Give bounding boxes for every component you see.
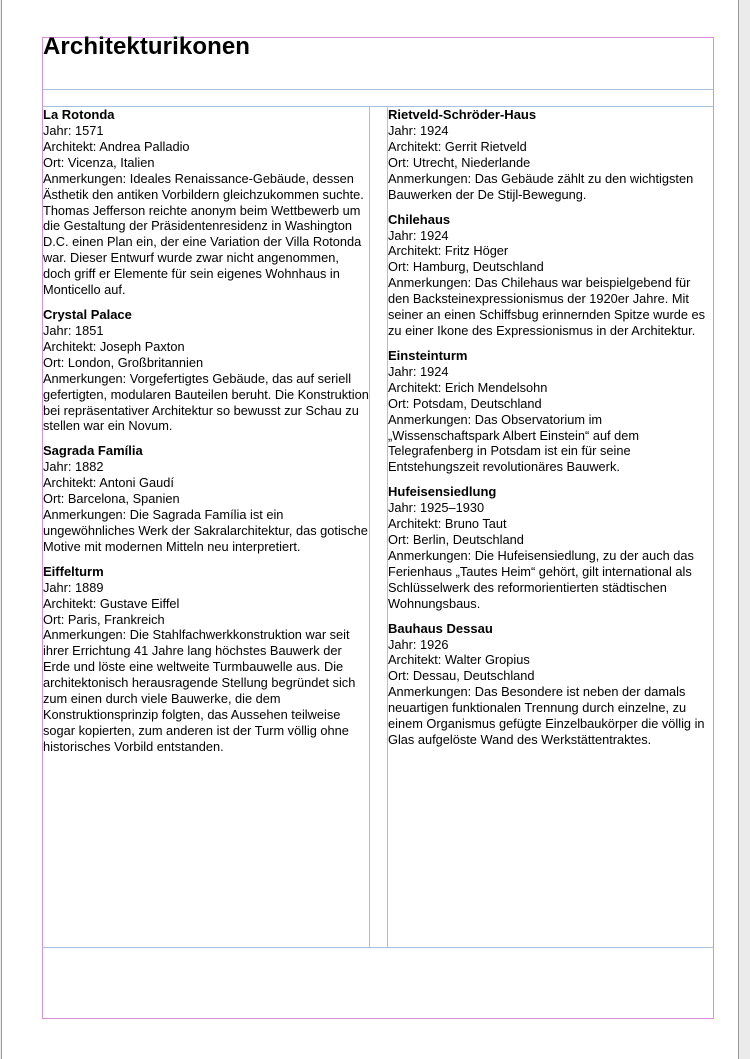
entry-notes	[43, 507, 369, 555]
entry-year	[388, 123, 713, 139]
entry-location-value: Berlin, Deutschland	[412, 532, 524, 548]
entry-year-value: 1924	[420, 363, 449, 379]
entry-notes-label: Anmerkungen:	[388, 411, 475, 427]
entry-name: Chilehaus	[388, 211, 451, 227]
entry-location-label: Ort:	[43, 611, 68, 627]
entry-architect	[388, 516, 713, 532]
entry-notes-value: Vorgefertigtes Gebäude, das auf seriell gefertigten, modularen Bauteilen beruht. Die Konstruktion bei repräsentativer Architektur so bewusst zur Schau zu stellen war ein Novum.	[43, 370, 369, 434]
entry-year-value: 1924	[420, 123, 449, 138]
entry-location-value: London, Großbritannien	[67, 354, 204, 370]
architecture-entry	[388, 621, 713, 748]
entry-year-value: 1926	[420, 636, 449, 652]
entry-name: La Rotonda	[43, 107, 115, 122]
entry-notes	[388, 275, 713, 339]
entry-notes-label: Anmerkungen:	[388, 275, 475, 291]
entry-year-label: Jahr:	[388, 363, 421, 379]
entry-location	[388, 396, 713, 412]
entry-notes	[43, 371, 369, 435]
entry-year-value: 1882	[75, 459, 104, 475]
entry-architect	[388, 652, 713, 668]
entry-year-label: Jahr:	[43, 322, 76, 338]
entry-architect-label: Architekt:	[388, 138, 445, 154]
entry-location-value: Vicenza, Italien	[67, 154, 155, 170]
entry-location-value: Potsdam, Deutschland	[412, 395, 542, 411]
entry-notes-value: Ideales Renaissance-Gebäude, dessen Ästhetik den antiken Vorbildern gleichzukommen suchte. Thomas Jefferson reichte anonym beim Wettbewerb um die Gestaltung der Präsidentenresidenz in Washington D.C. einen Plan ein, der eine Variation der Villa Rotonda war. Dieser Entwurf wurde zwar nicht angenommen, doch griff er Elemente für sein eigenes Wohnhaus in Monticello auf.	[43, 170, 364, 298]
text-frame-bottom-guide	[42, 947, 714, 948]
entry-architect-value: Andrea Palladio	[99, 138, 190, 154]
architecture-entry	[388, 107, 713, 203]
architecture-entry	[388, 484, 713, 611]
architecture-entry	[388, 212, 713, 339]
text-column-right	[388, 106, 713, 757]
entry-architect-value: Gustave Eiffel	[99, 595, 180, 611]
entry-year	[388, 364, 713, 380]
entry-architect-value: Bruno Taut	[444, 516, 507, 532]
entry-year-label: Jahr:	[388, 636, 421, 652]
entry-notes	[388, 412, 713, 476]
entry-notes-label: Anmerkungen:	[43, 627, 130, 643]
entry-year-value: 1571	[75, 123, 104, 138]
entry-year	[43, 459, 369, 475]
entry-location-label: Ort:	[388, 668, 413, 684]
entry-architect-label: Architekt:	[43, 138, 100, 154]
entry-name: Crystal Palace	[43, 306, 132, 322]
entry-architect	[388, 139, 713, 155]
entry-location	[43, 491, 369, 507]
entry-architect	[388, 243, 713, 259]
entry-architect	[43, 339, 369, 355]
entry-notes-label: Anmerkungen:	[43, 170, 130, 186]
entry-architect	[43, 596, 369, 612]
entry-name: Einsteinturm	[388, 347, 468, 363]
entry-year-value: 1889	[75, 579, 104, 595]
entry-notes-value: Das Chilehaus war beispielgebend für den Backsteinexpressionismus der 1920er Jahre. Mit seiner an einen Schiffsbug erinnernden Spitze wurde es zu einer Ikone des Expressionismus in der Architektur.	[388, 275, 706, 338]
entry-notes	[388, 171, 713, 203]
entry-year	[388, 500, 713, 516]
entry-year-label: Jahr:	[43, 123, 76, 138]
entry-architect-value: Gerrit Rietveld	[444, 138, 527, 154]
entry-year	[43, 323, 369, 339]
entry-notes	[388, 684, 713, 748]
entry-architect-value: Antoni Gaudí	[99, 475, 174, 491]
entry-notes	[43, 627, 369, 754]
entry-year-label: Jahr:	[388, 500, 421, 516]
entry-architect-label: Architekt:	[388, 243, 445, 259]
entry-architect-label: Architekt:	[43, 475, 100, 491]
entry-notes-value: Das Besondere ist neben der damals neuartigen funktionalen Trennung durch einzelne, zu einem Organismus gefügte Einzelbaukörper die völlig in Glas aufgelöste Wand des Werkstättentraktes.	[388, 684, 705, 747]
entry-notes-label: Anmerkungen:	[43, 507, 130, 523]
entry-year	[388, 637, 713, 653]
entry-architect-label: Architekt:	[388, 516, 445, 532]
entry-notes-value: Das Observatorium im „Wissenschaftspark Albert Einstein“ auf dem Telegrafenberg in Potsdam ist ein für seine Entstehungszeit revolutionäres Bauwerk.	[388, 411, 640, 475]
entry-year	[43, 580, 369, 596]
document-page	[1, 0, 739, 1059]
entry-year-label: Jahr:	[388, 123, 421, 138]
entry-location	[43, 355, 369, 371]
entry-year-value: 1851	[75, 322, 104, 338]
entry-name: Eiffelturm	[43, 563, 104, 579]
entry-architect-value: Walter Gropius	[444, 652, 530, 668]
entry-location-value: Dessau, Deutschland	[412, 668, 535, 684]
entry-notes	[388, 548, 713, 612]
column-gutter-left-guide	[369, 106, 370, 947]
entry-location-value: Hamburg, Deutschland	[412, 259, 544, 275]
entry-location	[43, 155, 369, 171]
entry-notes-value: Die Stahlfachwerkkonstruktion war seit ihrer Errichtung 41 Jahre lang höchstes Bauwerk der Erde und löste eine weltweite Turmbauwelle aus. Die architektonisch herausragende Stellung begründet sich zum einen durch viele Bauwerke, die dem Konstruktionsprinzip folgten, das Aussehen teilweise sogar kopierten, zum anderen ist der Turm völlig ohne historisches Vorbild entstanden.	[43, 627, 356, 754]
document-title: Architekturikonen	[43, 33, 251, 60]
entry-year-label: Jahr:	[43, 579, 76, 595]
entry-location-label: Ort:	[388, 532, 413, 548]
entry-architect-value: Fritz Höger	[444, 243, 509, 259]
entry-architect-label: Architekt:	[388, 652, 445, 668]
architecture-entry	[388, 348, 713, 475]
entry-location	[388, 155, 713, 171]
entry-location-label: Ort:	[43, 354, 68, 370]
architecture-entry	[43, 307, 369, 434]
entry-location	[388, 668, 713, 684]
entry-architect-value: Erich Mendelsohn	[444, 379, 548, 395]
entry-architect	[43, 475, 369, 491]
entry-year-value: 1925–1930	[420, 500, 485, 516]
entry-location	[388, 532, 713, 548]
entry-year-label: Jahr:	[388, 227, 421, 243]
entry-architect	[43, 139, 369, 155]
architecture-entry	[43, 443, 369, 554]
entry-architect-label: Architekt:	[43, 338, 100, 354]
entry-notes-label: Anmerkungen:	[388, 170, 475, 186]
entry-year-value: 1924	[420, 227, 449, 243]
entry-name: Rietveld-Schröder-Haus	[388, 107, 537, 122]
entry-architect-label: Architekt:	[388, 379, 445, 395]
entry-name: Hufeisensiedlung	[388, 484, 497, 500]
entry-notes-label: Anmerkungen:	[388, 547, 475, 563]
entry-year-label: Jahr:	[43, 459, 76, 475]
architecture-entry	[43, 564, 369, 755]
entry-location-label: Ort:	[388, 395, 413, 411]
entry-architect-label: Architekt:	[43, 595, 100, 611]
entry-location-value: Paris, Frankreich	[67, 611, 165, 627]
text-column-left	[43, 106, 369, 764]
entry-location	[43, 612, 369, 628]
entry-location-label: Ort:	[43, 491, 68, 507]
entry-notes-value: Die Hufeisensiedlung, zu der auch das Ferienhaus „Tautes Heim“ gehört, gilt international als Schlüsselwerk des reformorientierten städtischen Wohnungsbaus.	[388, 547, 694, 611]
entry-location-label: Ort:	[388, 259, 413, 275]
title-frame-bottom-guide	[42, 89, 714, 90]
entry-architect-value: Joseph Paxton	[99, 338, 185, 354]
entry-notes-value: Das Gebäude zählt zu den wichtigsten Bauwerken der De Stijl-Bewegung.	[388, 170, 694, 202]
architecture-entry	[43, 107, 369, 298]
entry-notes-label: Anmerkungen:	[43, 370, 130, 386]
entry-location-value: Utrecht, Niederlande	[412, 154, 531, 170]
entry-year	[388, 228, 713, 244]
entry-location-value: Barcelona, Spanien	[67, 491, 180, 507]
entry-year	[43, 123, 369, 139]
entry-location-label: Ort:	[388, 154, 413, 170]
entry-location-label: Ort:	[43, 154, 68, 170]
entry-location	[388, 259, 713, 275]
entry-name: Sagrada Família	[43, 443, 143, 459]
entry-notes-label: Anmerkungen:	[388, 684, 475, 700]
entry-notes-value: Die Sagrada Família ist ein ungewöhnliches Werk der Sakralarchitektur, das gotische Motive mit modernen Mitteln neu interpretiert.	[43, 507, 368, 554]
entry-notes	[43, 171, 369, 298]
entry-name: Bauhaus Dessau	[388, 620, 493, 636]
entry-architect	[388, 380, 713, 396]
